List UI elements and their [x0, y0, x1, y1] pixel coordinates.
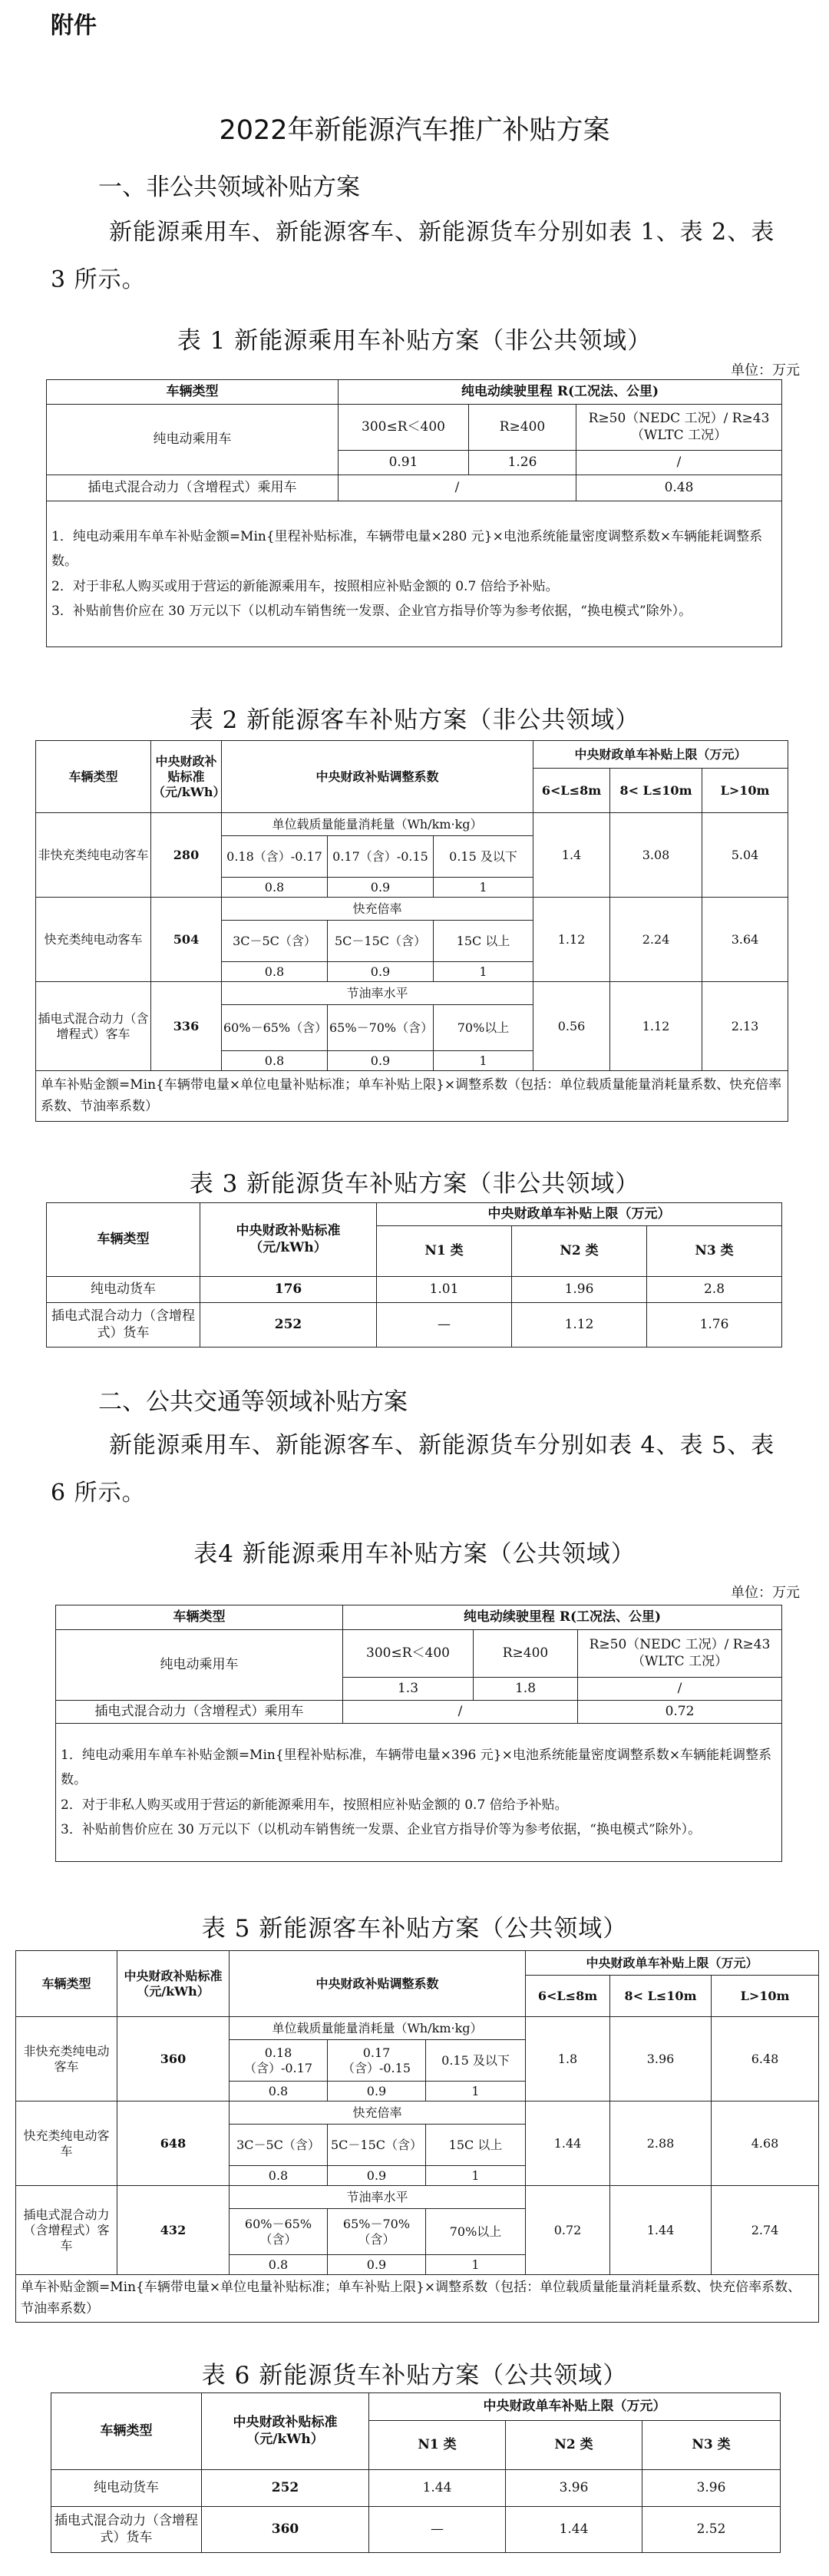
table-cell: 5C－15C（含） [328, 921, 434, 962]
table-cell: 插电式混合动力（含增程式）货车 [47, 1303, 200, 1348]
table-cell: 3C－5C（含） [222, 921, 328, 962]
table-cell: R≥400 [474, 1630, 578, 1678]
header-cell: 车辆类型 [47, 380, 339, 405]
table-3 [46, 1202, 782, 1348]
header-cell: 车辆类型 [36, 741, 151, 813]
document-title: 2022年新能源汽车推广补贴方案 [219, 115, 610, 146]
table-cell: 纯电动乘用车 [47, 405, 339, 475]
header-cell: 车辆类型 [56, 1605, 343, 1630]
table-cell: R≥400 [469, 405, 576, 451]
header-cell: 纯电动续驶里程 R(工况法、公里) [343, 1605, 782, 1630]
header-cell: 中央财政单车补贴上限（万元） [377, 1203, 782, 1226]
table-1 [46, 379, 782, 647]
table-cell: 2.74 [712, 2186, 819, 2275]
table-cell: 0.17（含）-0.15 [328, 2040, 426, 2082]
table-cell: 0.8 [222, 1051, 328, 1071]
table-cell: 快充倍率 [222, 898, 533, 921]
table-2-note: 单车补贴金额=Min{车辆带电量×单位电量补贴标准；单车补贴上限}×调整系数（包括：单位载质量能量消耗量系数、快充倍率系数、节油率系数） [36, 1071, 788, 1122]
table-cell: 0.18（含）-0.17 [230, 2040, 328, 2082]
table-cell: 0.72 [526, 2186, 610, 2275]
header-cell: N2 类 [506, 2421, 642, 2470]
table-cell: 2.52 [642, 2507, 781, 2553]
section-1-heading: 一、非公共领域补贴方案 [98, 174, 360, 201]
header-cell: N3 类 [647, 1226, 782, 1277]
table-cell: 3C－5C（含） [230, 2125, 328, 2166]
table-cell: 插电式混合动力（含增程式）货车 [51, 2507, 202, 2553]
table-cell: 1 [434, 1051, 533, 1071]
header-cell: 中央财政补贴调整系数 [222, 741, 533, 813]
table-cell: 6.48 [712, 2017, 819, 2101]
table-cell: 5.04 [702, 813, 788, 898]
table-cell: 3.96 [642, 2470, 781, 2507]
table-cell: 0.15 及以下 [426, 2040, 526, 2082]
table-cell: 非快充类纯电动客车 [16, 2017, 117, 2101]
table-cell: 插电式混合动力（含增程式）乘用车 [56, 1701, 343, 1724]
header-cell: L>10m [712, 1976, 819, 2017]
table-cell: 0.9 [328, 962, 434, 982]
table-cell: 300≤R＜400 [343, 1630, 474, 1678]
table-cell: 0.91 [339, 451, 469, 475]
header-cell: N2 类 [512, 1226, 647, 1277]
table-cell: 1 [426, 2082, 526, 2101]
table-cell: 1 [426, 2255, 526, 2275]
section-2-paragraph: 新能源乘用车、新能源客车、新能源货车分别如表 4、表 5、表 6 所示。 [51, 1432, 775, 1506]
table-cell: 1.44 [610, 2186, 712, 2275]
table-cell: 15C 以上 [434, 921, 533, 962]
table-cell: 432 [117, 2186, 230, 2275]
table-cell: 252 [202, 2470, 369, 2507]
table-cell: 1.26 [469, 451, 576, 475]
table-cell: 插电式混合动力（含增程式）客车 [36, 982, 151, 1071]
table-cell: 0.9 [328, 2082, 426, 2101]
table-cell: 2.8 [647, 1277, 782, 1303]
table-cell: 504 [151, 898, 222, 982]
table-cell: 65%－70%（含） [328, 1005, 434, 1051]
header-cell: 车辆类型 [51, 2393, 202, 2470]
table-2-caption: 表 2 新能源客车补贴方案（非公共领域） [189, 706, 640, 734]
table-cell: 纯电动乘用车 [56, 1630, 343, 1701]
table-cell: 1.3 [343, 1678, 474, 1701]
table-cell: 60%－65%（含） [230, 2209, 328, 2255]
table-cell: 0.9 [328, 1051, 434, 1071]
header-cell: 车辆类型 [47, 1203, 200, 1277]
table-cell: 1 [426, 2166, 526, 2186]
table-cell: 300≤R＜400 [339, 405, 469, 451]
attachment-label: 附件 [51, 12, 97, 39]
table-cell: 1.12 [533, 898, 610, 982]
table-2 [35, 740, 788, 1122]
table-cell: / [576, 451, 782, 475]
section-1-paragraph: 新能源乘用车、新能源客车、新能源货车分别如表 1、表 2、表 3 所示。 [51, 219, 775, 293]
table-cell: R≥50（NEDC 工况）/ R≥43（WLTC 工况） [576, 405, 782, 451]
table-cell: 0.48 [576, 475, 782, 501]
header-cell: 纯电动续驶里程 R(工况法、公里) [339, 380, 782, 405]
table-1-notes [47, 501, 782, 647]
table-5-caption: 表 5 新能源客车补贴方案（公共领域） [201, 1915, 628, 1943]
table-cell: 节油率水平 [230, 2186, 526, 2209]
table-cell: 单位载质量能量消耗量（Wh/km·kg） [222, 813, 533, 836]
table-cell: 0.8 [222, 962, 328, 982]
table-cell: 1 [434, 962, 533, 982]
note-line: 2．对于非私人购买或用于营运的新能源乘用车，按照相应补贴金额的 0.7 倍给予补贴。 [61, 1797, 568, 1813]
header-cell: N3 类 [642, 2421, 781, 2470]
table-cell: 4.68 [712, 2101, 819, 2186]
table-cell: 快充类纯电动客车 [16, 2101, 117, 2186]
table-cell: / [343, 1701, 578, 1724]
table-6 [51, 2392, 781, 2553]
table-1-unit: 单位：万元 [731, 362, 800, 379]
table-cell: 1.01 [377, 1277, 512, 1303]
table-cell: 节油率水平 [222, 982, 533, 1005]
table-cell: 2.24 [610, 898, 702, 982]
header-cell: N1 类 [377, 1226, 512, 1277]
table-cell: 5C－15C（含） [328, 2125, 426, 2166]
table-cell: 2.13 [702, 982, 788, 1071]
table-cell: — [369, 2507, 506, 2553]
note-line: 3．补贴前售价应在 30 万元以下（以机动车销售统一发票、企业官方指导价等为参考依据，“换电模式”除外）。 [51, 603, 692, 619]
table-cell: 70%以上 [426, 2209, 526, 2255]
table-1-caption: 表 1 新能源乘用车补贴方案（非公共领域） [177, 327, 652, 355]
header-cell: 中央财政单车补贴上限（万元） [369, 2393, 781, 2421]
table-cell: 1.4 [533, 813, 610, 898]
table-cell: 3.96 [610, 2017, 712, 2101]
table-6-caption: 表 6 新能源货车补贴方案（公共领域） [201, 2362, 628, 2389]
table-5-note: 单车补贴金额=Min{车辆带电量×单位电量补贴标准；单车补贴上限}×调整系数（包括：单位载质量能量消耗量系数、快充倍率系数、节油率系数） [16, 2275, 819, 2323]
header-cell: 中央财政单车补贴上限（万元） [533, 741, 788, 769]
header-cell: 中央财政补贴标准（元/kWh） [151, 741, 222, 813]
table-cell: 360 [202, 2507, 369, 2553]
table-cell: 0.15 及以下 [434, 836, 533, 878]
table-cell: 纯电动货车 [51, 2470, 202, 2507]
header-cell: 车辆类型 [16, 1951, 117, 2017]
table-cell: 1.44 [506, 2507, 642, 2553]
table-4-notes [56, 1724, 782, 1862]
table-cell: 3.08 [610, 813, 702, 898]
header-cell: 中央财政单车补贴上限（万元） [526, 1951, 819, 1976]
table-cell: 0.9 [328, 878, 434, 898]
table-cell: R≥50（NEDC 工况）/ R≥43（WLTC 工况） [578, 1630, 782, 1678]
header-cell: 6<L≤8m [533, 769, 610, 813]
table-cell: 0.9 [328, 2166, 426, 2186]
table-cell: 0.17（含）-0.15 [328, 836, 434, 878]
table-cell: 1.8 [474, 1678, 578, 1701]
table-cell: 1 [434, 878, 533, 898]
table-cell: 快充类纯电动客车 [36, 898, 151, 982]
header-cell: 8< L≤10m [610, 1976, 712, 2017]
table-cell: — [377, 1303, 512, 1348]
table-cell: 3.96 [506, 2470, 642, 2507]
header-cell: L>10m [702, 769, 788, 813]
table-cell: 非快充类纯电动客车 [36, 813, 151, 898]
note-line: 1．纯电动乘用车单车补贴金额=Min{里程补贴标准，车辆带电量×396 元}×电池系统能量密度调整系数×车辆能耗调整系数。 [61, 1747, 772, 1788]
table-cell: 插电式混合动力（含增程式）客车 [16, 2186, 117, 2275]
note-line: 3．补贴前售价应在 30 万元以下（以机动车销售统一发票、企业官方指导价等为参考依据，“换电模式”除外）。 [61, 1821, 702, 1837]
header-cell: 中央财政补贴标准（元/kWh） [117, 1951, 230, 2017]
table-cell: 176 [200, 1277, 377, 1303]
table-cell: 15C 以上 [426, 2125, 526, 2166]
table-cell: 252 [200, 1303, 377, 1348]
section-2-heading: 二、公共交通等领域补贴方案 [98, 1388, 408, 1416]
table-cell: 1.96 [512, 1277, 647, 1303]
table-4-caption: 表4 新能源乘用车补贴方案（公共领域） [193, 1540, 636, 1568]
table-cell: 1.12 [512, 1303, 647, 1348]
header-cell: 中央财政补贴标准（元/kWh） [202, 2393, 369, 2470]
table-cell: 0.8 [222, 878, 328, 898]
table-cell: 纯电动货车 [47, 1277, 200, 1303]
table-cell: 648 [117, 2101, 230, 2186]
header-cell: 8< L≤10m [610, 769, 702, 813]
table-cell: 0.8 [230, 2255, 328, 2275]
header-cell: N1 类 [369, 2421, 506, 2470]
table-cell: 快充倍率 [230, 2101, 526, 2125]
table-cell: 0.8 [230, 2166, 328, 2186]
table-3-caption: 表 3 新能源货车补贴方案（非公共领域） [189, 1170, 640, 1198]
table-cell: 1.44 [369, 2470, 506, 2507]
table-cell: 0.18（含）-0.17 [222, 836, 328, 878]
table-4-unit: 单位：万元 [731, 1585, 800, 1601]
header-cell: 中央财政补贴标准（元/kWh） [200, 1203, 377, 1277]
table-cell: 0.8 [230, 2082, 328, 2101]
note-line: 1．纯电动乘用车单车补贴金额=Min{里程补贴标准，车辆带电量×280 元}×电池系统能量密度调整系数×车辆能耗调整系数。 [51, 528, 763, 570]
table-cell: 单位载质量能量消耗量（Wh/km·kg） [230, 2017, 526, 2040]
table-cell: 插电式混合动力（含增程式）乘用车 [47, 475, 339, 501]
table-cell: 2.88 [610, 2101, 712, 2186]
table-cell: / [339, 475, 576, 501]
header-cell: 中央财政补贴调整系数 [230, 1951, 526, 2017]
table-4 [55, 1605, 782, 1862]
table-cell: 1.76 [647, 1303, 782, 1348]
table-cell: 280 [151, 813, 222, 898]
table-cell: 1.8 [526, 2017, 610, 2101]
table-cell: 1.12 [610, 982, 702, 1071]
header-cell: 6<L≤8m [526, 1976, 610, 2017]
table-cell: 0.9 [328, 2255, 426, 2275]
table-cell: 336 [151, 982, 222, 1071]
table-cell: / [578, 1678, 782, 1701]
table-5 [15, 1950, 819, 2323]
table-cell: 0.56 [533, 982, 610, 1071]
table-cell: 1.44 [526, 2101, 610, 2186]
table-cell: 360 [117, 2017, 230, 2101]
table-cell: 65%－70%（含） [328, 2209, 426, 2255]
table-cell: 3.64 [702, 898, 788, 982]
note-line: 2．对于非私人购买或用于营运的新能源乘用车，按照相应补贴金额的 0.7 倍给予补贴。 [51, 578, 559, 594]
table-cell: 60%－65%（含） [222, 1005, 328, 1051]
table-cell: 70%以上 [434, 1005, 533, 1051]
table-cell: 0.72 [578, 1701, 782, 1724]
